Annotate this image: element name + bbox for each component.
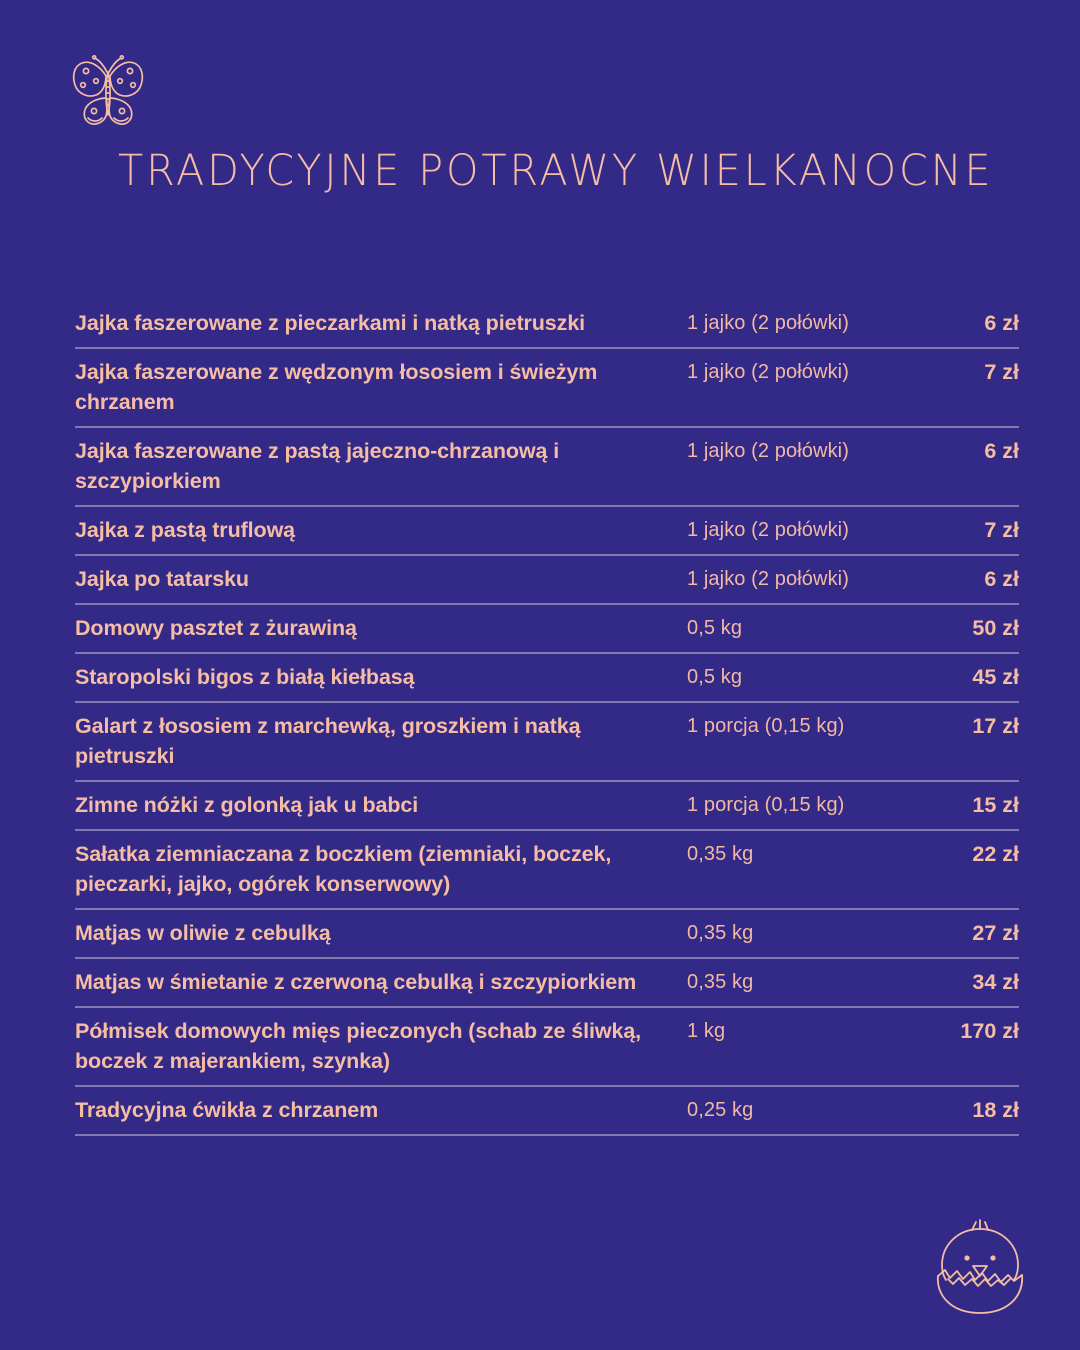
dish-portion: 1 jajko (2 połówki) (687, 312, 849, 334)
dish-price: 50 zł (972, 616, 1019, 640)
dish-name: Półmisek domowych mięs pieczonych (schab ze śliwką, boczek z majerankiem, szynka) (75, 1019, 642, 1073)
dish-portion: 0,25 kg (687, 1099, 754, 1121)
menu-row (75, 507, 1019, 556)
dish-price: 6 zł (984, 439, 1019, 463)
dish-portion: 1 porcja (0,15 kg) (687, 794, 845, 816)
dish-name: Jajka faszerowane z wędzonym łososiem i świeżym chrzanem (75, 360, 598, 414)
dish-price: 15 zł (972, 793, 1019, 817)
menu-row (75, 703, 1019, 782)
dish-portion: 1 jajko (2 połówki) (687, 568, 849, 590)
menu-row (75, 959, 1019, 1008)
dish-name: Jajka po tatarsku (75, 567, 249, 591)
dish-name: Matjas w śmietanie z czerwoną cebulką i szczypiorkiem (75, 970, 637, 994)
menu-row (75, 1087, 1019, 1136)
dish-price: 7 zł (984, 518, 1019, 542)
menu-row (75, 556, 1019, 605)
dish-name: Jajka z pastą truflową (75, 518, 296, 542)
chick-icon (928, 1218, 1032, 1326)
dish-portion: 1 jajko (2 połówki) (687, 519, 849, 541)
dish-price: 170 zł (960, 1019, 1019, 1043)
dish-price: 34 zł (972, 970, 1019, 994)
menu-row (75, 605, 1019, 654)
dish-portion: 0,5 kg (687, 666, 743, 688)
butterfly-icon (62, 48, 154, 132)
dish-portion: 0,35 kg (687, 843, 754, 865)
dish-price: 22 zł (972, 842, 1019, 866)
dish-portion: 0,35 kg (687, 922, 754, 944)
dish-name: Domowy pasztet z żurawiną (75, 616, 357, 640)
dish-name: Sałatka ziemniaczana z boczkiem (ziemniaki, boczek, pieczarki, jajko, ogórek konserwowy) (75, 842, 612, 896)
menu-table (75, 300, 1019, 1136)
menu-row (75, 1008, 1019, 1087)
menu-row (75, 782, 1019, 831)
page-title: TRADYCYJNE POTRAWY WIELKANOCNE (118, 146, 994, 196)
menu-row (75, 428, 1019, 507)
menu-row (75, 654, 1019, 703)
dish-price: 6 zł (984, 311, 1019, 335)
dish-name: Staropolski bigos z białą kiełbasą (75, 665, 415, 689)
dish-name: Jajka faszerowane z pastą jajeczno-chrzanową i szczypiorkiem (75, 439, 560, 493)
dish-price: 18 zł (972, 1098, 1019, 1122)
dish-name: Tradycyjna ćwikła z chrzanem (75, 1098, 379, 1122)
dish-price: 6 zł (984, 567, 1019, 591)
dish-portion: 0,35 kg (687, 971, 754, 993)
dish-name: Jajka faszerowane z pieczarkami i natką pietruszki (75, 311, 586, 335)
dish-portion: 0,5 kg (687, 617, 743, 639)
dish-price: 27 zł (972, 921, 1019, 945)
menu-row (75, 831, 1019, 910)
menu-row (75, 300, 1019, 349)
dish-portion: 1 jajko (2 połówki) (687, 440, 849, 462)
dish-name: Zimne nóżki z golonką jak u babci (75, 793, 419, 817)
dish-portion: 1 porcja (0,15 kg) (687, 715, 845, 737)
dish-name: Matjas w oliwie z cebulką (75, 921, 331, 945)
dish-price: 45 zł (972, 665, 1019, 689)
dish-price: 7 zł (984, 360, 1019, 384)
dish-portion: 1 jajko (2 połówki) (687, 361, 849, 383)
dish-price: 17 zł (972, 714, 1019, 738)
dish-name: Galart z łososiem z marchewką, groszkiem i natką pietruszki (75, 714, 581, 768)
menu-row (75, 910, 1019, 959)
dish-portion: 1 kg (687, 1020, 726, 1042)
menu-row (75, 349, 1019, 428)
